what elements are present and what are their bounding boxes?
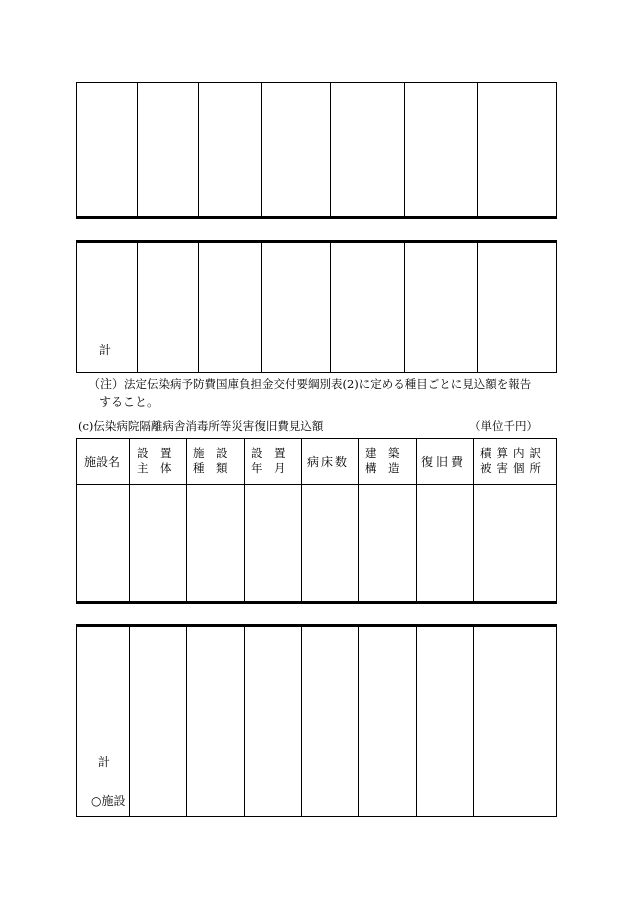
top-col-divider bbox=[477, 82, 478, 218]
note-label: （注） bbox=[88, 377, 125, 391]
header-beds: 病床数 bbox=[307, 455, 350, 469]
top-col-divider bbox=[261, 82, 262, 218]
top-col-divider bbox=[198, 82, 199, 218]
header-estimate-line-2: 被害個所 bbox=[480, 461, 546, 475]
header-facility-name: 施設名 bbox=[84, 455, 121, 469]
note-line-2: すること。 bbox=[99, 395, 160, 409]
header-structure bbox=[365, 446, 409, 476]
facility-count-label: ○施設 bbox=[91, 794, 126, 808]
top-table-body bbox=[76, 82, 557, 219]
header-facility-type bbox=[193, 446, 237, 476]
top-total-col-divider bbox=[404, 242, 405, 373]
header-estimate-line-1: 積算内訳 bbox=[480, 446, 546, 460]
section-c-total-col-divider bbox=[358, 626, 359, 817]
section-c-total-col-divider bbox=[473, 626, 474, 817]
section-c-col-divider bbox=[301, 438, 302, 602]
section-c-total-block bbox=[76, 626, 557, 817]
header-restoration-cost: 復旧費 bbox=[421, 455, 467, 469]
header-established-line-2: 年 月 bbox=[251, 461, 286, 475]
header-owner-line-1: 設 置 bbox=[137, 446, 172, 460]
section-c-title: (c)伝染病院隔離病舎消毒所等災害復旧費見込額 bbox=[78, 419, 324, 433]
header-facility-type-line-1: 施 設 bbox=[193, 446, 228, 460]
top-total-block bbox=[76, 242, 557, 373]
section-c-total-col-divider bbox=[129, 626, 130, 817]
section-c-total-col-divider bbox=[416, 626, 417, 817]
top-total-col-divider bbox=[477, 242, 478, 373]
section-c-double-rule bbox=[76, 601, 557, 604]
top-col-divider bbox=[404, 82, 405, 218]
header-owner bbox=[137, 446, 179, 476]
top-total-col-divider bbox=[261, 242, 262, 373]
header-structure-line-1: 建 築 bbox=[365, 446, 400, 460]
header-owner-line-2: 主 体 bbox=[137, 461, 172, 475]
section-c-col-divider bbox=[186, 438, 187, 602]
section-c-header-rule bbox=[76, 484, 557, 485]
note-line-1: 法定伝染病予防費国庫負担金交付要綱別表(2)に定める種目ごとに見込額を報告 bbox=[124, 377, 532, 391]
section-c-total-col-divider bbox=[244, 626, 245, 817]
section-c-col-divider bbox=[473, 438, 474, 602]
header-estimate-breakdown bbox=[480, 446, 550, 476]
header-facility-type-line-2: 種 類 bbox=[193, 461, 228, 475]
section-c-col-divider bbox=[129, 438, 130, 602]
section-c-total-col-divider bbox=[301, 626, 302, 817]
section-c-total-col-divider bbox=[186, 626, 187, 817]
top-col-divider bbox=[137, 82, 138, 218]
top-total-col-divider bbox=[330, 242, 331, 373]
top-table-double-rule bbox=[76, 216, 557, 219]
header-established-line-1: 設 置 bbox=[251, 446, 286, 460]
header-structure-line-2: 構 造 bbox=[365, 461, 400, 475]
header-established bbox=[251, 446, 295, 476]
section-c-total-label: 計 bbox=[98, 755, 111, 769]
section-c-col-divider bbox=[416, 438, 417, 602]
section-c-col-divider bbox=[358, 438, 359, 602]
top-total-col-divider bbox=[137, 242, 138, 373]
unit-label: （単位千円） bbox=[469, 419, 538, 433]
top-total-label: 計 bbox=[99, 343, 112, 357]
top-col-divider bbox=[330, 82, 331, 218]
section-c-col-divider bbox=[244, 438, 245, 602]
top-total-col-divider bbox=[198, 242, 199, 373]
